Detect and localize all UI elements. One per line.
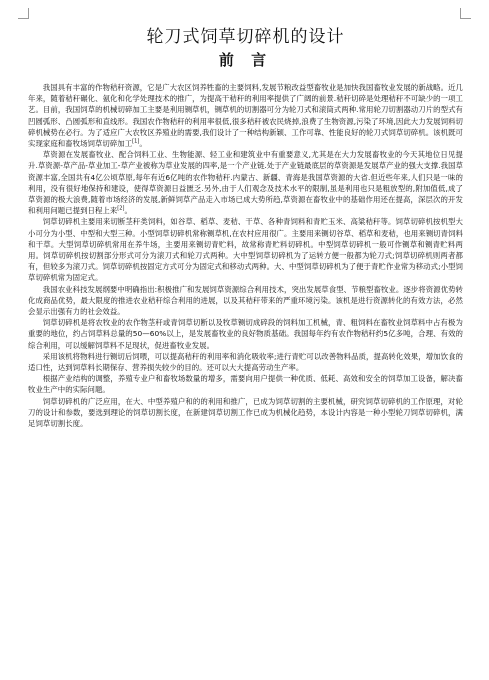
paragraph-7: 根据产业结构的调整，养殖专业户和畜牧场数量的增多，需要向用户提供一种优质、低耗、高效和安全的饲草加工设备，解决畜牧业生产中的实际问题。 [28,374,463,395]
paragraph-6: 采用该机将物料进行铡切后饲喂，可以提高秸秆的利用率和消化吸收率;进行青贮可以改善物料品质，提高转化效果，增加饮食的适口性，达到饲草料长期保存、营养损失较少的目的。还可以大大提高劳动生产率。 [28,351,463,373]
paragraph-8: 饲草切碎机的广泛应用，在大、中型养殖户和的的利用和推广，已成为饲草切割的主要机械，研究饲草切碎机的工作原理，对轮刀的设计和参数，要选到理论的饲草切割长度，在新建饲草切割工作已成为机械化趋势，本设计内容是一种小型轮刀饲草切碎机，满足饲草切割长度。 [28,396,463,429]
paragraph-text: 草资源在发展畜牧业、配合饲料工业、生物能源、轻工业和建筑业中有重要意义,尤其是在大力发展畜牧业的今天其地位日见提升.草资源-草产品-草业加工-草产业被称为草业发展的四率,是一个产业链.处于产业链最底层的草资源是发展草产业的强大支撑.我国草资源丰富,全国共有4亿公顷草原,每年有近6亿吨的农作物秸秆.内蒙古、新疆、青海是我国草资源的大省.但近些年来,人们只是一味的利用，没有很好地保持和建设，使得草资源日益匮乏.另外,由于人们观念及技术水平的限制,虽是利用也只是粗放型的,附加值低,成了草资源的极大浪费,随着市场经济的发展,新鲜饲草产品走入市场已成大势所趋,草资源在畜牧业中的基础作用还在提高，深层次的开发和利用问题已提到日程上来 [28,150,463,216]
paragraph-tail: 。 [139,139,147,149]
citation: [2] [117,205,125,212]
document-page [28,14,463,429]
paragraph-4: 我国农业科技发展纲要中明确指出:积极推广和发展饲草资源综合利用技术，突出发展草食型、节粮型畜牧业。逐步将资源优势转化成商品优势，最大限度的推进农业秸秆综合利用的进展，以及其秸秆带来的严重环境污染。该机是进行资源转化的有效方法，必然会显示出强有力的社会效益。 [28,284,463,317]
paragraph-1 [28,82,463,149]
paragraph-tail: 。 [124,206,132,216]
citation: [1] [132,138,140,145]
section-heading: 前 言 [218,51,273,69]
document-title: 轮刀式饲草切碎机的设计 [146,27,345,47]
paragraph-text: 我国具有丰富的作物秸秆资源，它是广大农区饲养牲畜的主要饲料,发展节粮改益型畜牧业是加快我国畜牧业发展的新战略。近几年来，随着秸秆碾化、氨化和化学处理技术的推广，为提高干秸秆的利用率提供了广阔的前景.秸秆切碎是处理秸秆不可缺少的一项工艺。目前，我国饲草的机械切碎加工主要是利用铡草机，铡草机的切割器可分为轮刀式和滚筒式两种.常用轮刀切割器动刀片的型式有凹圆弧形、凸圆弧形和直线形。我国农作物秸秆的利用率很低,很多秸秆被农民烧掉,浪费了生物资源,污染了环境,因此大力发展饲料切碎机械势在必行。为了适应广大农牧区养殖业的需要,我们设计了一种结构新颖、工作可靠、性能良好的轮刀式饲草切碎机。该机既可实现家庭和畜牧场饲草切碎加工 [28,83,463,149]
paragraph-5: 饲草切碎机是将农牧业的农作物茎秆或青饲草切断以及牧草铡切成碎段的饲料加工机械，青、粗饲料在畜牧业饲草料中占有极为重要的地位，约占饲草料总量的50—60%以上，是发展畜牧业的良好物质基础。我国每年约有农作物秸秆约5亿多吨，合理、有效的综合利用，可以缓解饲草料不足现状，促进畜牧业发展。 [28,318,463,350]
paragraph-2 [28,149,463,216]
document-body [28,82,463,429]
paragraph-3: 饲草切碎机主要用来切断茎秆类饲料，如谷草、稻草、麦秸、干草、各种青饲料和青贮玉米、高粱秸秆等。饲草切碎机按机型大小可分为小型、中型和大型三种。小型饲草切碎机常称铡草机,在农村应用很广。主要用来铡切谷草、稻草和麦秸，也用来铡切青饲料和干草。大型饲草切碎机常用在养牛场，主要用来铡切青贮料，故常称青贮料切碎机。中型饲草切碎机一般可作铡草和铡青贮料两用。饲草切碎机按切割部分形式可分为滚刀式和轮刀式两种。大中型饲草切碎机为了运转方便一般都为轮刀式;饲草切碎机则两者都有，但较多为滚刀式。饲草切碎机按固定方式可分为固定式和移动式两种。大、中型饲草切碎机为了便于青贮作业常为移动式;小型饲草切碎机常为固定式。 [28,217,463,283]
